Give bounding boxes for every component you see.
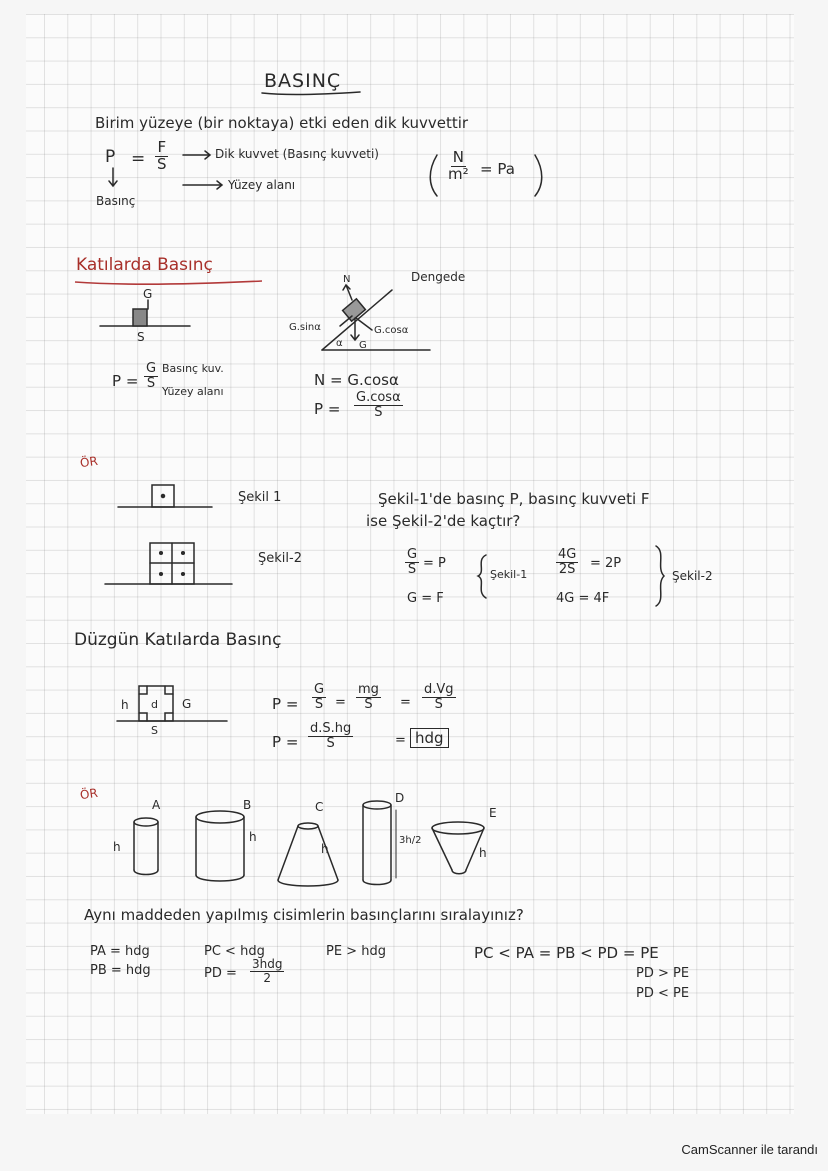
answer-order-note1: PD > PE [636, 966, 690, 981]
prism-heading: Düzgün Katılarda Basınç [74, 630, 282, 650]
fig1-label: Şekil 1 [238, 490, 282, 505]
eq3-rhs: = 2P [590, 556, 622, 571]
shape-d-letter: D [395, 791, 405, 805]
prism-g: G [182, 697, 192, 711]
example1-question-2: ise Şekil-2'de kaçtır? [366, 512, 521, 530]
prism-s: S [151, 724, 158, 737]
incline-n: N [343, 274, 351, 285]
unit-num: N [452, 148, 464, 166]
eq1-rhs: = P [423, 556, 446, 571]
eq1-num: G [407, 547, 418, 562]
shape-a-bottom [134, 870, 158, 875]
arrow-p-down [109, 168, 117, 186]
unit-fraction [446, 150, 471, 183]
incline-normal-arrow [343, 285, 352, 300]
formula-den: S [157, 154, 167, 173]
brace-left-1 [478, 555, 486, 598]
formula-p: P [105, 147, 116, 167]
shape-b-h: h [249, 830, 257, 844]
shape-e-bottom [452, 870, 466, 874]
arrow-area [183, 181, 222, 189]
shape-a-sides [134, 822, 158, 870]
incline-gcos-arrow [356, 318, 372, 330]
shape-c-top [298, 823, 318, 829]
prism-p1-lhs: P = [272, 695, 299, 713]
definition-text: Birim yüzeye (bir noktaya) etki eden dik kuvvettir [95, 114, 469, 132]
prism-p1-den-a: S [314, 696, 324, 712]
incline-alpha: α [336, 338, 343, 349]
solids-heading-underline [75, 281, 262, 284]
incline-p-fraction [354, 391, 403, 419]
answer-pe: PE > hdg [326, 944, 386, 959]
arrow-area-label: Yüzey alanı [228, 178, 296, 192]
incline-block [343, 299, 366, 321]
formula-num: F [157, 138, 167, 156]
answer-pd-lhs: PD = [204, 966, 237, 981]
answer-pd-den: 2 [263, 970, 272, 985]
shape-e-letter: E [489, 806, 497, 820]
solid-p-lhs: P = [112, 372, 139, 390]
title-underline [262, 92, 360, 95]
page-title: BASINÇ [264, 70, 342, 92]
shape-c-bottom [278, 880, 338, 886]
example1-marker: ÖR [79, 453, 99, 471]
unit-paren-left [430, 155, 437, 196]
case1-label: Şekil-1 [490, 568, 528, 581]
shape-a-h: h [113, 840, 121, 854]
eq1-den: S [407, 561, 417, 577]
shape-a-letter: A [152, 798, 161, 812]
shape-c-letter: C [315, 800, 324, 814]
prism-p1-frac-a [312, 683, 326, 711]
answer-pb: PB = hdg [90, 963, 151, 978]
shape-c-sides [278, 826, 338, 880]
example1-question-1: Şekil-1'de basınç P, basınç kuvveti F [378, 490, 650, 508]
eq1-fraction [405, 548, 419, 576]
solid-s-label: S [137, 330, 145, 344]
prism-p2-fraction [308, 722, 353, 750]
solid-p-num: G [146, 361, 157, 376]
arrow-force-label: Dik kuvvet (Basınç kuvveti) [215, 147, 379, 161]
answer-pd-fraction [250, 958, 284, 984]
shape-c-h: h [321, 842, 329, 856]
answer-pd-num: 3hdg [252, 957, 283, 971]
prism-p1-eq2: = [400, 695, 411, 710]
solid-p-fraction [144, 362, 158, 390]
prism-p1-num-b: mg [358, 682, 379, 697]
answer-order: PC < PA = PB < PD = PE [474, 944, 659, 962]
case2-label: Şekil-2 [672, 569, 713, 583]
eq3-den: 2S [558, 561, 576, 577]
prism-p1-den-b: S [364, 696, 373, 712]
eq3-fraction [556, 548, 578, 576]
incline-gcos: G.cosα [374, 325, 409, 336]
prism-p1-num-c: d.Vg [424, 682, 454, 697]
prism-p2-result: hdg [410, 728, 449, 748]
example2-question: Aynı maddeden yapılmış cisimlerin basınçlarını sıralayınız? [84, 906, 524, 924]
arrow-force [183, 151, 210, 159]
solid-p-den: S [146, 375, 156, 391]
answer-order-note2: PD < PE [636, 986, 690, 1001]
fig2-label: Şekil-2 [258, 551, 302, 566]
formula-eq: = [131, 149, 146, 169]
incline-gsin-arrow [340, 316, 352, 326]
shape-d-bottom [363, 880, 391, 885]
unit-den: m² [448, 164, 469, 183]
prism-p1-frac-b [356, 683, 381, 711]
shape-b-letter: B [243, 798, 252, 812]
scanner-footer: CamScanner ile tarandı [681, 1142, 818, 1157]
formula-fraction [155, 140, 169, 173]
brace-right-2 [656, 546, 664, 606]
shape-d-h: 3h/2 [399, 835, 422, 846]
shape-b-top [196, 811, 244, 823]
solid-p-note-top: Basınç kuv. [162, 362, 224, 375]
solid-block [133, 309, 147, 326]
prism-p2-eq: = [395, 733, 406, 748]
incline-g: G [359, 340, 367, 351]
unit-pa: = Pa [480, 160, 515, 178]
solids-heading: Katılarda Basınç [76, 255, 213, 275]
prism-p2-num: d.S.hg [310, 721, 352, 736]
prism-p1-eq1: = [335, 695, 346, 710]
prism-p1-num-a: G [314, 682, 325, 697]
incline-p-num: G.cosα [356, 390, 401, 405]
example2-marker: ÖR [79, 785, 99, 803]
fig2-divider [150, 543, 194, 584]
shape-e-top [432, 822, 484, 834]
prism-p2-den: S [326, 735, 335, 751]
eq4: 4G = 4F [556, 591, 610, 606]
p-label: Basınç [96, 194, 136, 208]
shape-b-sides [196, 817, 244, 875]
prism-p1-frac-c [422, 683, 456, 711]
prism-p2-lhs: P = [272, 733, 299, 751]
unit-paren-right [535, 155, 542, 196]
eq3-num: 4G [558, 547, 577, 562]
answer-pc: PC < hdg [204, 944, 265, 959]
solid-p-note-bottom: Yüzey alanı [162, 385, 224, 398]
incline-label: Dengede [411, 270, 466, 284]
shape-e-h: h [479, 846, 487, 860]
solid-g-label: G [143, 287, 153, 301]
shape-d-top [363, 801, 391, 809]
eq2: G = F [407, 591, 444, 606]
normal-formula: N = G.cosα [314, 371, 399, 389]
incline-p-lhs: P = [314, 400, 341, 418]
shape-a-top [134, 818, 158, 826]
prism-d: d [151, 698, 158, 711]
fig1-dot [162, 495, 165, 498]
shape-d-sides [363, 805, 391, 880]
prism-h: h [121, 698, 129, 712]
prism-p1-den-c: S [434, 696, 443, 712]
answer-pa: PA = hdg [90, 944, 150, 959]
shape-b-bottom [196, 875, 244, 881]
incline-p-den: S [374, 404, 383, 420]
incline-gsin: G.sinα [289, 322, 321, 333]
